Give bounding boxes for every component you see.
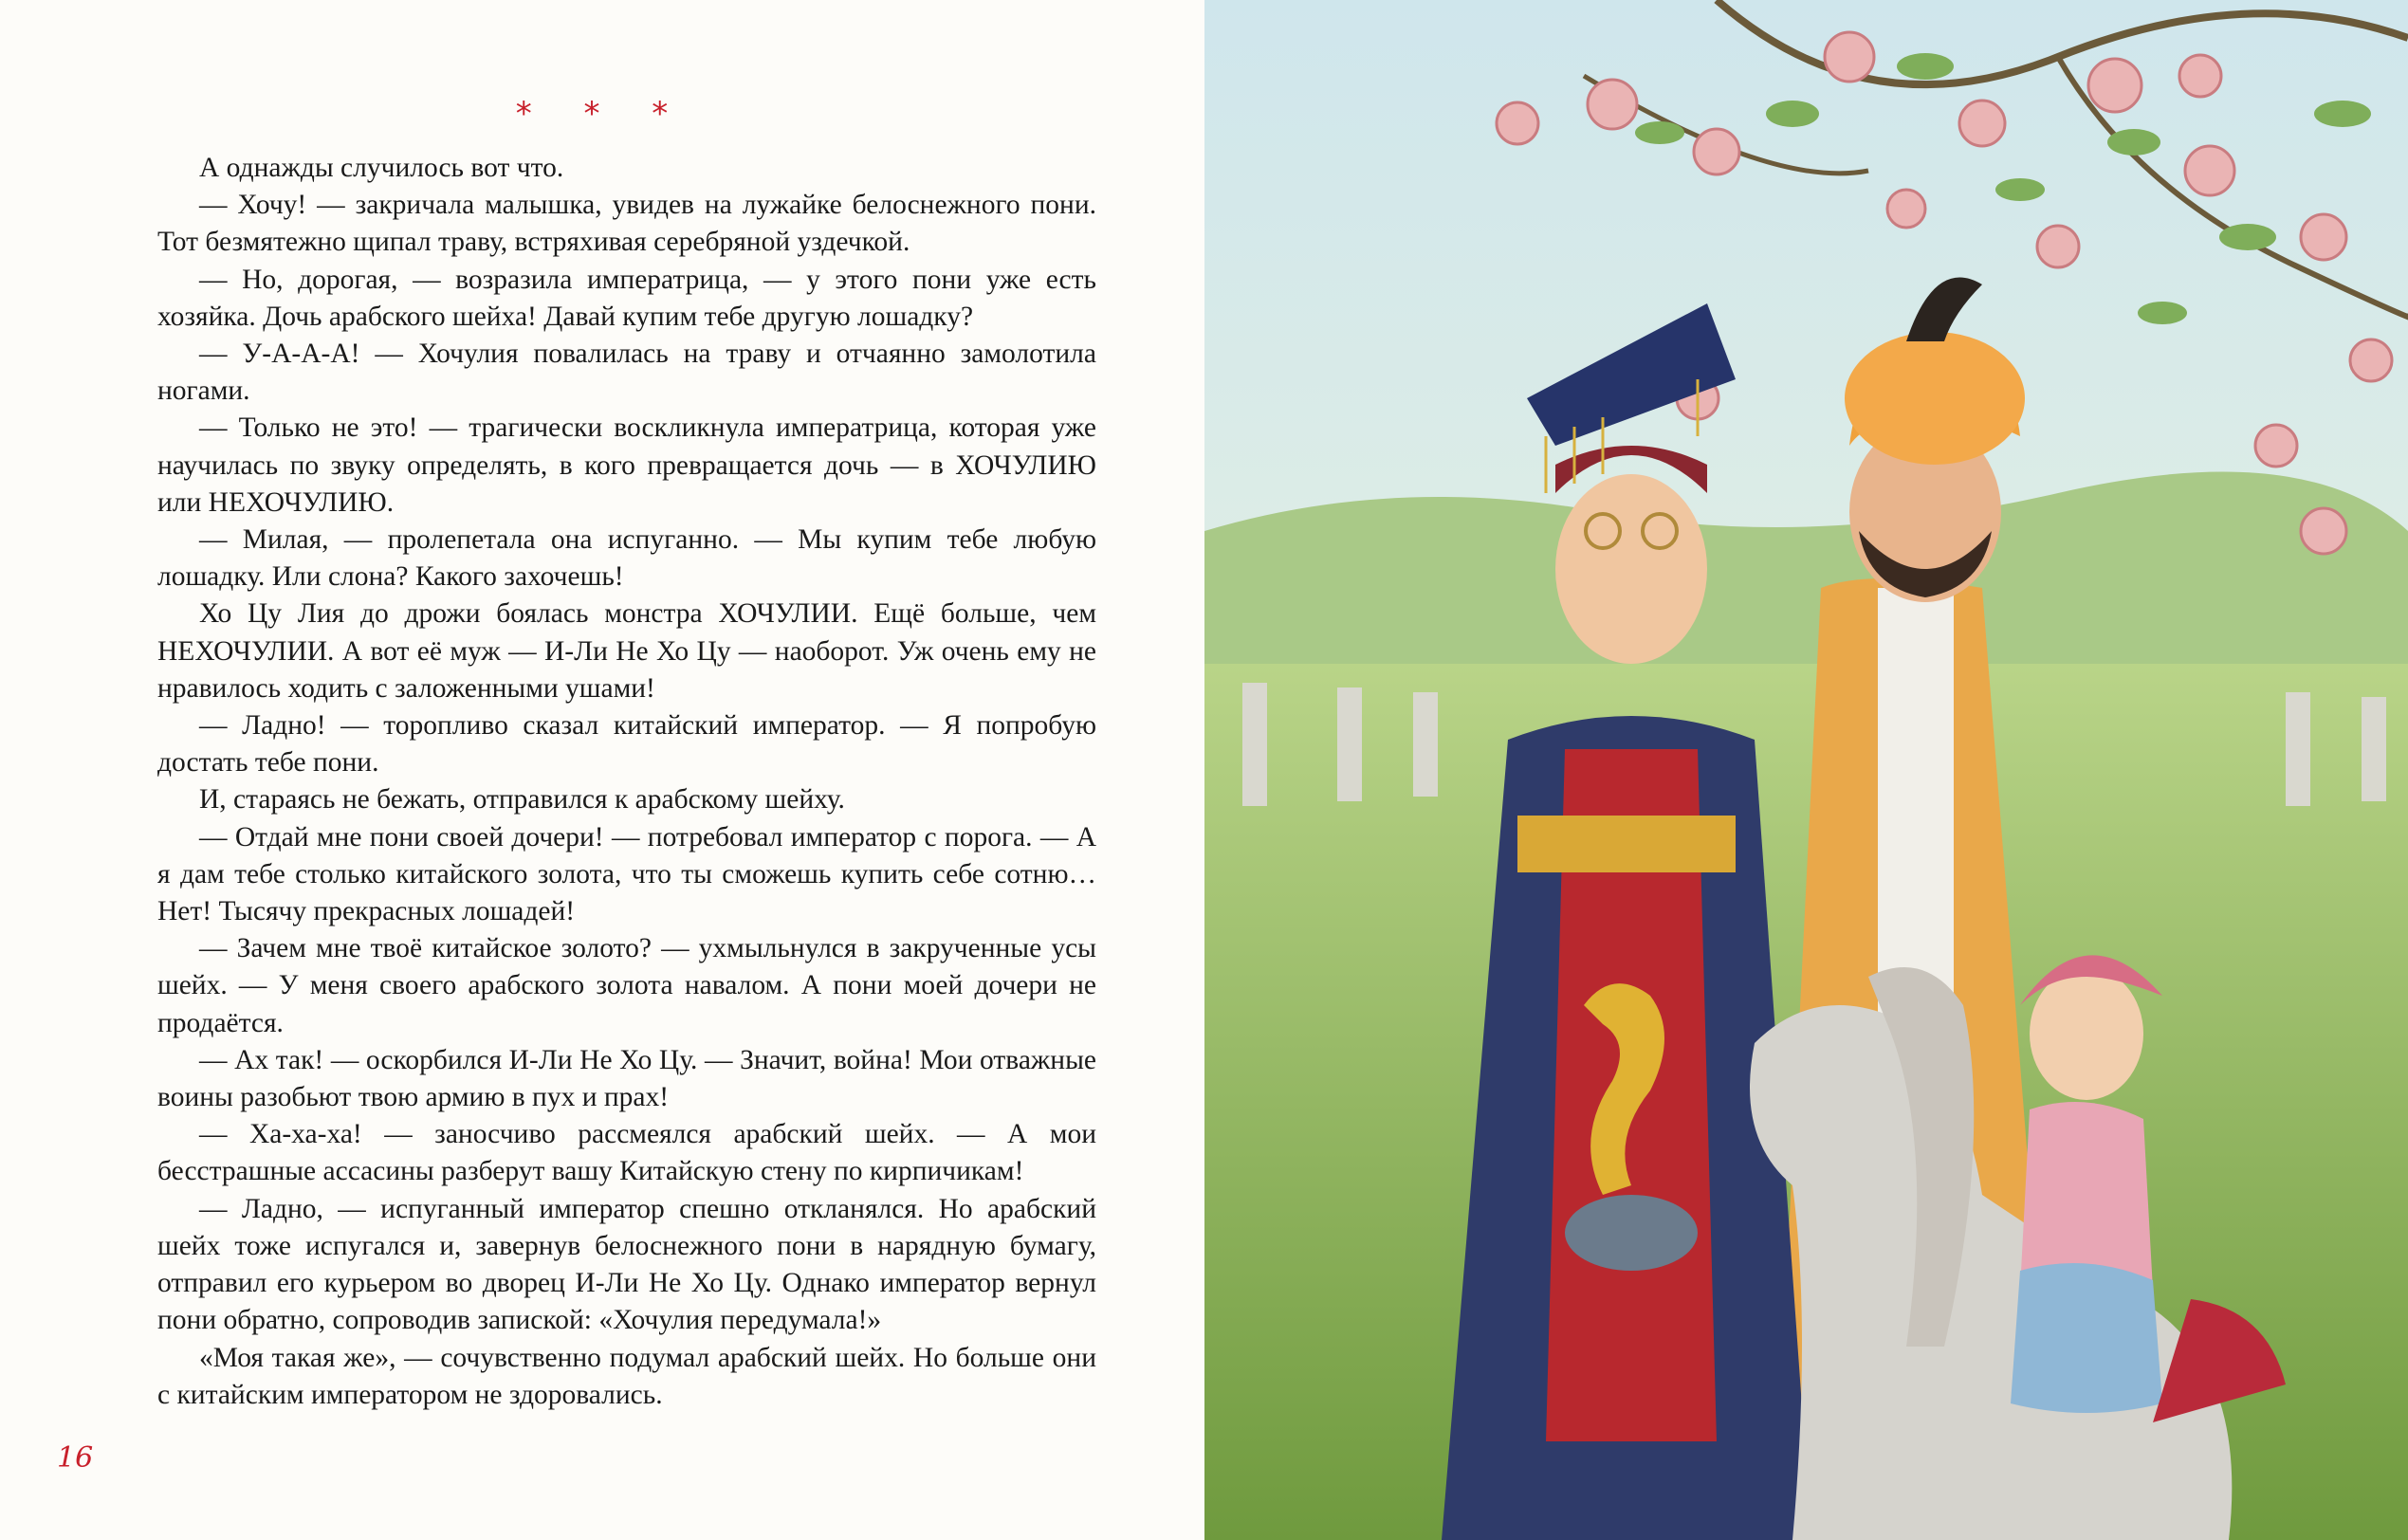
paragraph: — Зачем мне твоё китайское золото? — ухмыльнулся в закрученные усы шейх. — У меня своего арабского золота навалом. А пони моей дочери не продаётся. <box>157 933 1096 1038</box>
paragraph: — Ха-ха-ха! — заносчиво рассмеялся арабский шейх. — А мои бесстрашные ассасины разберут вашу Китайскую стену по кирпичикам! <box>157 1119 1096 1187</box>
story-text <box>157 150 1096 1414</box>
paragraph: — Ладно, — испуганный император спешно откланялся. Но арабский шейх тоже испугался и, завернув белоснежного пони в нарядную бумагу, отправил его курьером во дворец И-Ли Не Хо Цу. Однако император вернул пони обратно, сопроводив запиской: «Хочулия передумала!» <box>157 1193 1096 1336</box>
paragraph: — Только не это! — трагически воскликнула императрица, которая уже научилась по звуку определять, в кого превращается дочь — в ХОЧУЛИЮ или НЕХОЧУЛИЮ. <box>157 412 1096 518</box>
paragraph: И, стараясь не бежать, отправился к арабскому шейху. <box>199 784 845 816</box>
paragraph: — У-А-А-А! — Хочулия повалилась на траву и отчаянно замолотила ногами. <box>157 339 1096 407</box>
paragraph: — Но, дорогая, — возразила императрица, — у этого пони уже есть хозяйка. Дочь арабского шейха! Давай купим тебе другую лошадку? <box>157 264 1096 332</box>
paragraph: Хо Цу Лия до дрожи боялась монстра ХОЧУЛИИ. Ещё больше, чем НЕХОЧУЛИИ. А вот её муж — И-Ли Не Хо Цу — наоборот. Уж очень ему не нравилось ходить с заложенными ушами! <box>157 598 1096 704</box>
paragraph: — Ладно! — торопливо сказал китайский император. — Я попробую достать тебе пони. <box>157 710 1096 779</box>
paragraph: — Ах так! — оскорбился И-Ли Не Хо Цу. — Значит, война! Мои отважные воины разобьют твою армию в пух и прах! <box>157 1044 1096 1113</box>
asterism-ornament: * * * <box>515 95 689 133</box>
illustration-page <box>1204 0 2408 1540</box>
paragraph: А однажды случилось вот что. <box>199 153 564 183</box>
paragraph: «Моя такая же», — сочувственно подумал арабский шейх. Но больше они с китайским императором не здоровались. <box>157 1342 1096 1410</box>
paragraph: — Отдай мне пони своей дочери! — потребовал император с порога. — А я дам тебе столько китайского золота, что ты сможешь купить себе сотню… Нет! Тысячу прекрасных лошадей! <box>157 821 1096 927</box>
page-number: 16 <box>57 1441 94 1475</box>
illustration <box>1204 0 2408 1540</box>
paragraph: — Милая, — пролепетала она испуганно. — Мы купим тебе любую лошадку. Или слона? Какого захочешь! <box>157 524 1096 593</box>
paragraph: — Хочу! — закричала малышка, увидев на лужайке белоснежного пони. Тот безмятежно щипал траву, встряхивая серебряной уздечкой. <box>157 190 1096 258</box>
